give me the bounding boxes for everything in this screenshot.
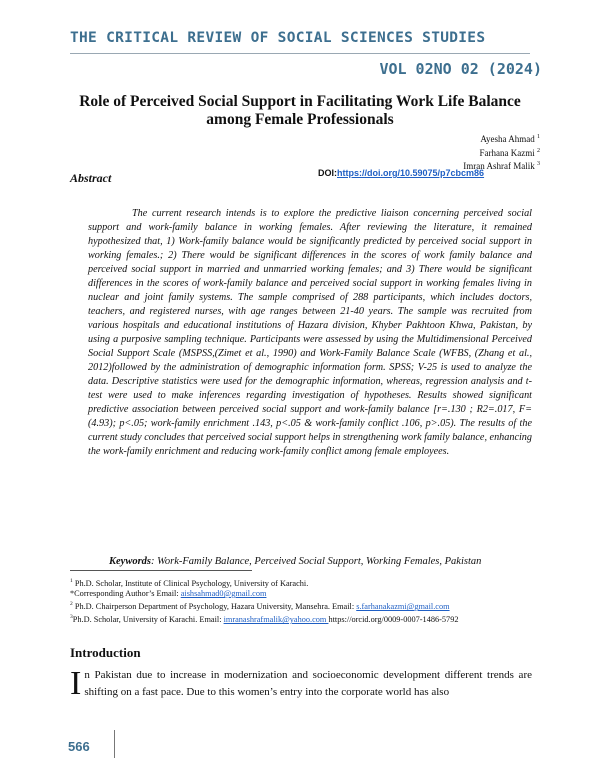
paper-title bbox=[60, 93, 540, 129]
abstract-heading: Abstract bbox=[70, 171, 112, 185]
page-number: 566 bbox=[68, 739, 90, 754]
introduction-paragraph: n Pakistan due to increase in modernization and socioeconomic development different trends are shifting on a fast pace. Due to this women’s entry into the corporate world has also bbox=[84, 669, 532, 698]
paper-title-line-1: Role of Perceived Social Support in Facilitating Work Life Balance bbox=[79, 93, 521, 110]
abstract-text: The current research intends is to explore the predictive liaison concerning perceived social support and work-family balance in working females. After reviewing the literature, it remained hypothesized that, 1) Work-family balance would be significantly predicted by perceived social support in working females.; 2) There would be significant differences in the scores of work family balance and perceived social support in married and unmarried working females; and 3) There would be significant differences in the scores of work-family balance and perceived social support in working females living in nuclear and joint family systems. The sample comprised of 288 participants, which includes doctors, teachers, and registered nurses, with age ranges between 21-40 years. The sample was recruited from various hospitals and educational institutions of Hazara division, Khyber Pakhtoon Khwa, Pakistan, by using a purposive sampling technique. Participants were assessed by using the Multidimensional Perceived Social Support Scale (MSPSS,(Zimet et al., 1990) and Work-Family Balance Scale (WFBS, (Zhang et al., 2012)followed by the administration of demographic information form. SPSS; V-25 is used to analyze the data. Descriptive statistics were used for the demographic information, whereas, regression analysis and t-test were used to make inferences regarding investigation of hypotheses. Results showed significant predictive association between perceived social support and work-family balance [r=.130 ; R2=.017, F= (4.93); p<.05; work-family enrichment .143, p<.05 & work-family conflict .106, p>.05). The results of the current study concludes that perceived social support helps in strengthening work family balance, enhancing the work-family enrichment and reducing work-family conflict among female employees. bbox=[88, 208, 532, 457]
keywords-list: : Work-Family Balance, Perceived Social Support, Working Females, Pakistan bbox=[151, 556, 482, 567]
footnote-rule bbox=[70, 570, 252, 571]
footnote-2: $^2$ Ph.D. Chairperson Department of Psychology, Hazara University, Mansehra. Email: s.farhanakazmi@gmail.com bbox=[70, 601, 450, 611]
page-number-divider bbox=[114, 730, 115, 758]
email-link[interactable]: aishsahmad0@gmail.com bbox=[180, 588, 267, 598]
author: Imran Ashraf Malik $^3$ bbox=[463, 161, 540, 171]
doi-label: DOI: bbox=[318, 168, 337, 178]
drop-cap: I bbox=[70, 665, 82, 702]
author-marker: 3 bbox=[537, 161, 540, 167]
doi bbox=[318, 168, 484, 178]
author: Farhana Kazmi $^2$ bbox=[479, 147, 540, 158]
introduction-heading: Introduction bbox=[70, 645, 141, 660]
email-link[interactable]: s.farhanakazmi@gmail.com bbox=[356, 601, 450, 611]
journal-title: THE CRITICAL REVIEW OF SOCIAL SCIENCES STUDIES bbox=[70, 30, 486, 46]
footnotes bbox=[70, 576, 550, 625]
author-marker: 1 bbox=[537, 134, 540, 140]
footnote-3: $^3$Ph.D. Scholar, University of Karachi. Email: imranashrafmalik@yahoo.com https://orcid.org/0009-0007-1486-5792 bbox=[70, 614, 459, 624]
footnote-corresponding: *Corresponding Author’s Email: aishsahmad0@gmail.com bbox=[70, 588, 267, 598]
header-rule bbox=[70, 53, 530, 54]
author: Ayesha Ahmad $^1$ bbox=[480, 134, 540, 144]
keywords bbox=[109, 556, 481, 567]
author-list bbox=[463, 132, 540, 173]
footnote-1: $^1$ Ph.D. Scholar, Institute of Clinical Psychology, University of Karachi. bbox=[70, 578, 309, 588]
doi-link[interactable]: https://doi.org/10.59075/p7cbcm86 bbox=[337, 168, 485, 178]
volume-issue: VOL 02NO 02 (2024) bbox=[379, 60, 542, 78]
keywords-label: Keywords bbox=[109, 556, 151, 567]
email-link[interactable]: imranashrafmalik@yahoo.com bbox=[223, 614, 329, 624]
author-marker: 2 bbox=[537, 147, 540, 154]
introduction-text bbox=[70, 667, 532, 701]
orcid-link[interactable]: https://orcid.org/0009-0007-1486-5792 bbox=[328, 614, 459, 624]
paper-title-line-2: among Female Professionals bbox=[206, 111, 394, 128]
